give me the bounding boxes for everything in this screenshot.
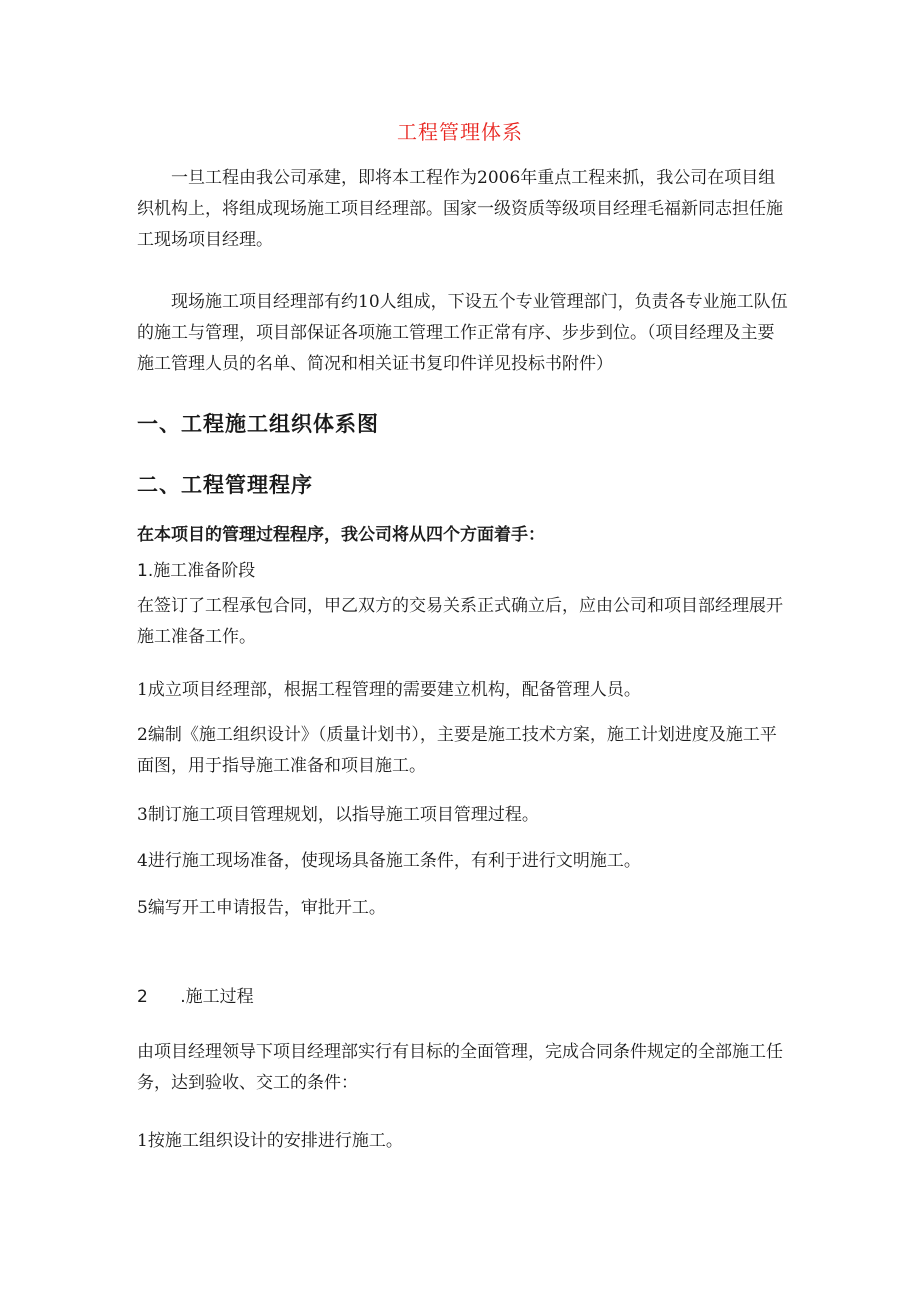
stage-1-item-2: 2编制《施工组织设计》（质量计划书），主要是施工技术方案，施工计划进度及施工平面图，用于指导施工准备和项目施工。 — [137, 725, 777, 776]
intro-paragraph-2: 现场施工项目经理部有约10人组成，下设五个专业管理部门，负责各专业施工队伍的施工与管理，项目部保证各项施工管理工作正常有序、步步到位。（项目经理及主要施工管理人员的名单、简况和相关证书复印件详见投标书附件） — [137, 292, 788, 374]
stage-1-description: 在签订了工程承包合同，甲乙双方的交易关系正式确立后，应由公司和项目部经理展开施工准备工作。 — [137, 596, 783, 647]
intro-paragraph-1: 一旦工程由我公司承建，即将本工程作为2006年重点工程来抓，我公司在项目组织机构上，将组成现场施工项目经理部。国家一级资质等级项目经理毛福新同志担任施工现场项目经理。 — [137, 168, 783, 250]
section-2-lead: 在本项目的管理过程程序，我公司将从四个方面着手： — [137, 525, 545, 545]
stage-2-item-1: 1按施工组织设计的安排进行施工。 — [137, 1131, 403, 1151]
stage-2-description: 由项目经理领导下项目经理部实行有目标的全面管理，完成合同条件规定的全部施工任务，达到验收、交工的条件： — [137, 1042, 783, 1093]
stage-1-item-3: 3制订施工项目管理规划，以指导施工项目管理过程。 — [137, 805, 539, 825]
stage-1-heading: 1.施工准备阶段 — [137, 561, 256, 581]
section-1-heading: 一、工程施工组织体系图 — [137, 412, 379, 436]
stage-1-item-5: 5编写开工申请报告，审批开工。 — [137, 898, 386, 918]
stage-1-item-1: 1成立项目经理部，根据工程管理的需要建立机构，配备管理人员。 — [137, 680, 641, 700]
document-title: 工程管理体系 — [397, 120, 523, 144]
stage-2-heading: 2 .施工过程 — [137, 987, 254, 1007]
stage-1-item-4: 4进行施工现场准备，使现场具备施工条件，有利于进行文明施工。 — [137, 851, 641, 871]
section-2-heading: 二、工程管理程序 — [137, 473, 313, 497]
